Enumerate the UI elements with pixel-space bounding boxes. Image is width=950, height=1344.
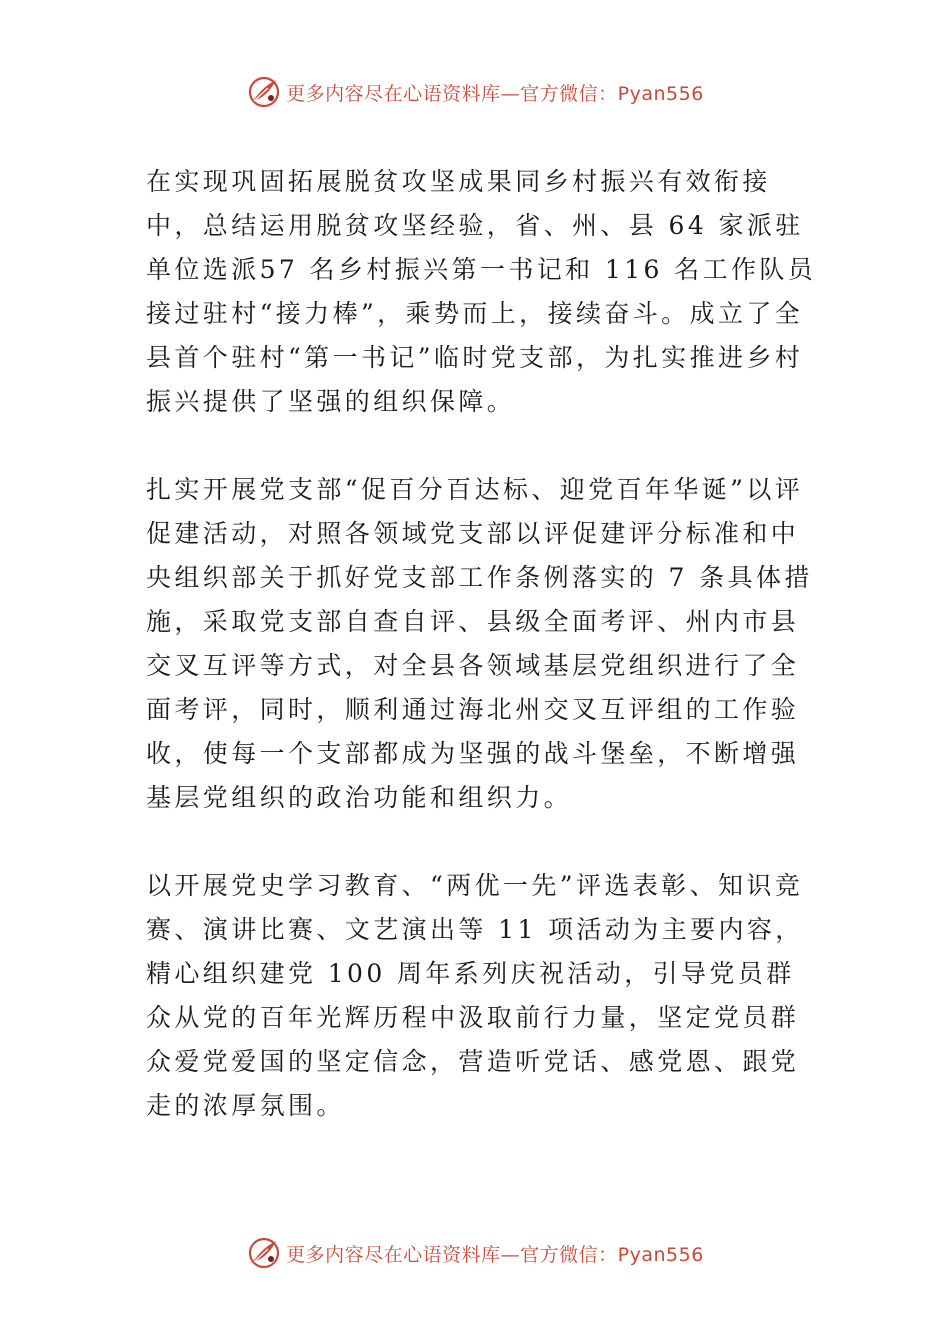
quill-logo-icon	[246, 74, 282, 110]
paragraph: 在实现巩固拓展脱贫攻坚成果同乡村振兴有效衔接中，总结运用脱贫攻坚经验，省、州、县 64 家派驻单位选派57 名乡村振兴第一书记和 116 名工作队员接过驻村“接力棒”，乘势而上，接续奋斗。成立了全县首个驻村“第一书记”临时党支部，为扎实推进乡村振兴提供了坚强的组织保障。	[146, 167, 817, 416]
document-body	[146, 160, 818, 1128]
paragraph: 以开展党史学习教育、“两优一先”评选表彰、知识竞赛、演讲比赛、文艺演出等 11 项活动为主要内容，精心组织建党 100 周年系列庆祝活动，引导党员群众从党的百年光辉历程中汲取前行力量，坚定党员群众爱党爱国的坚定信念，营造听党话、感党恩、跟党走的浓厚氛围。	[146, 871, 804, 1120]
banner-text: 更多内容尽在心语资料库—官方微信：Pyan556	[286, 82, 704, 105]
wechat-id: Pyan556	[617, 1243, 704, 1266]
footer-banner	[0, 1233, 950, 1273]
paragraph: 扎实开展党支部“促百分百达标、迎党百年华诞”以评促建活动，对照各领域党支部以评促建评分标准和中央组织部关于抓好党支部工作条例落实的 7 条具体措施，采取党支部自查自评、县级全面考评、州内市县交叉互评等方式，对全县各领域基层党组织进行了全面考评，同时，顺利通过海北州交叉互评组的工作验收，使每一个支部都成为坚强的战斗堡垒，不断增强基层党组织的政治功能和组织力。	[146, 475, 813, 812]
wechat-id: Pyan556	[617, 82, 704, 105]
quill-logo-icon	[246, 1235, 282, 1271]
banner-text: 更多内容尽在心语资料库—官方微信：Pyan556	[286, 1243, 704, 1266]
header-banner	[0, 72, 950, 112]
